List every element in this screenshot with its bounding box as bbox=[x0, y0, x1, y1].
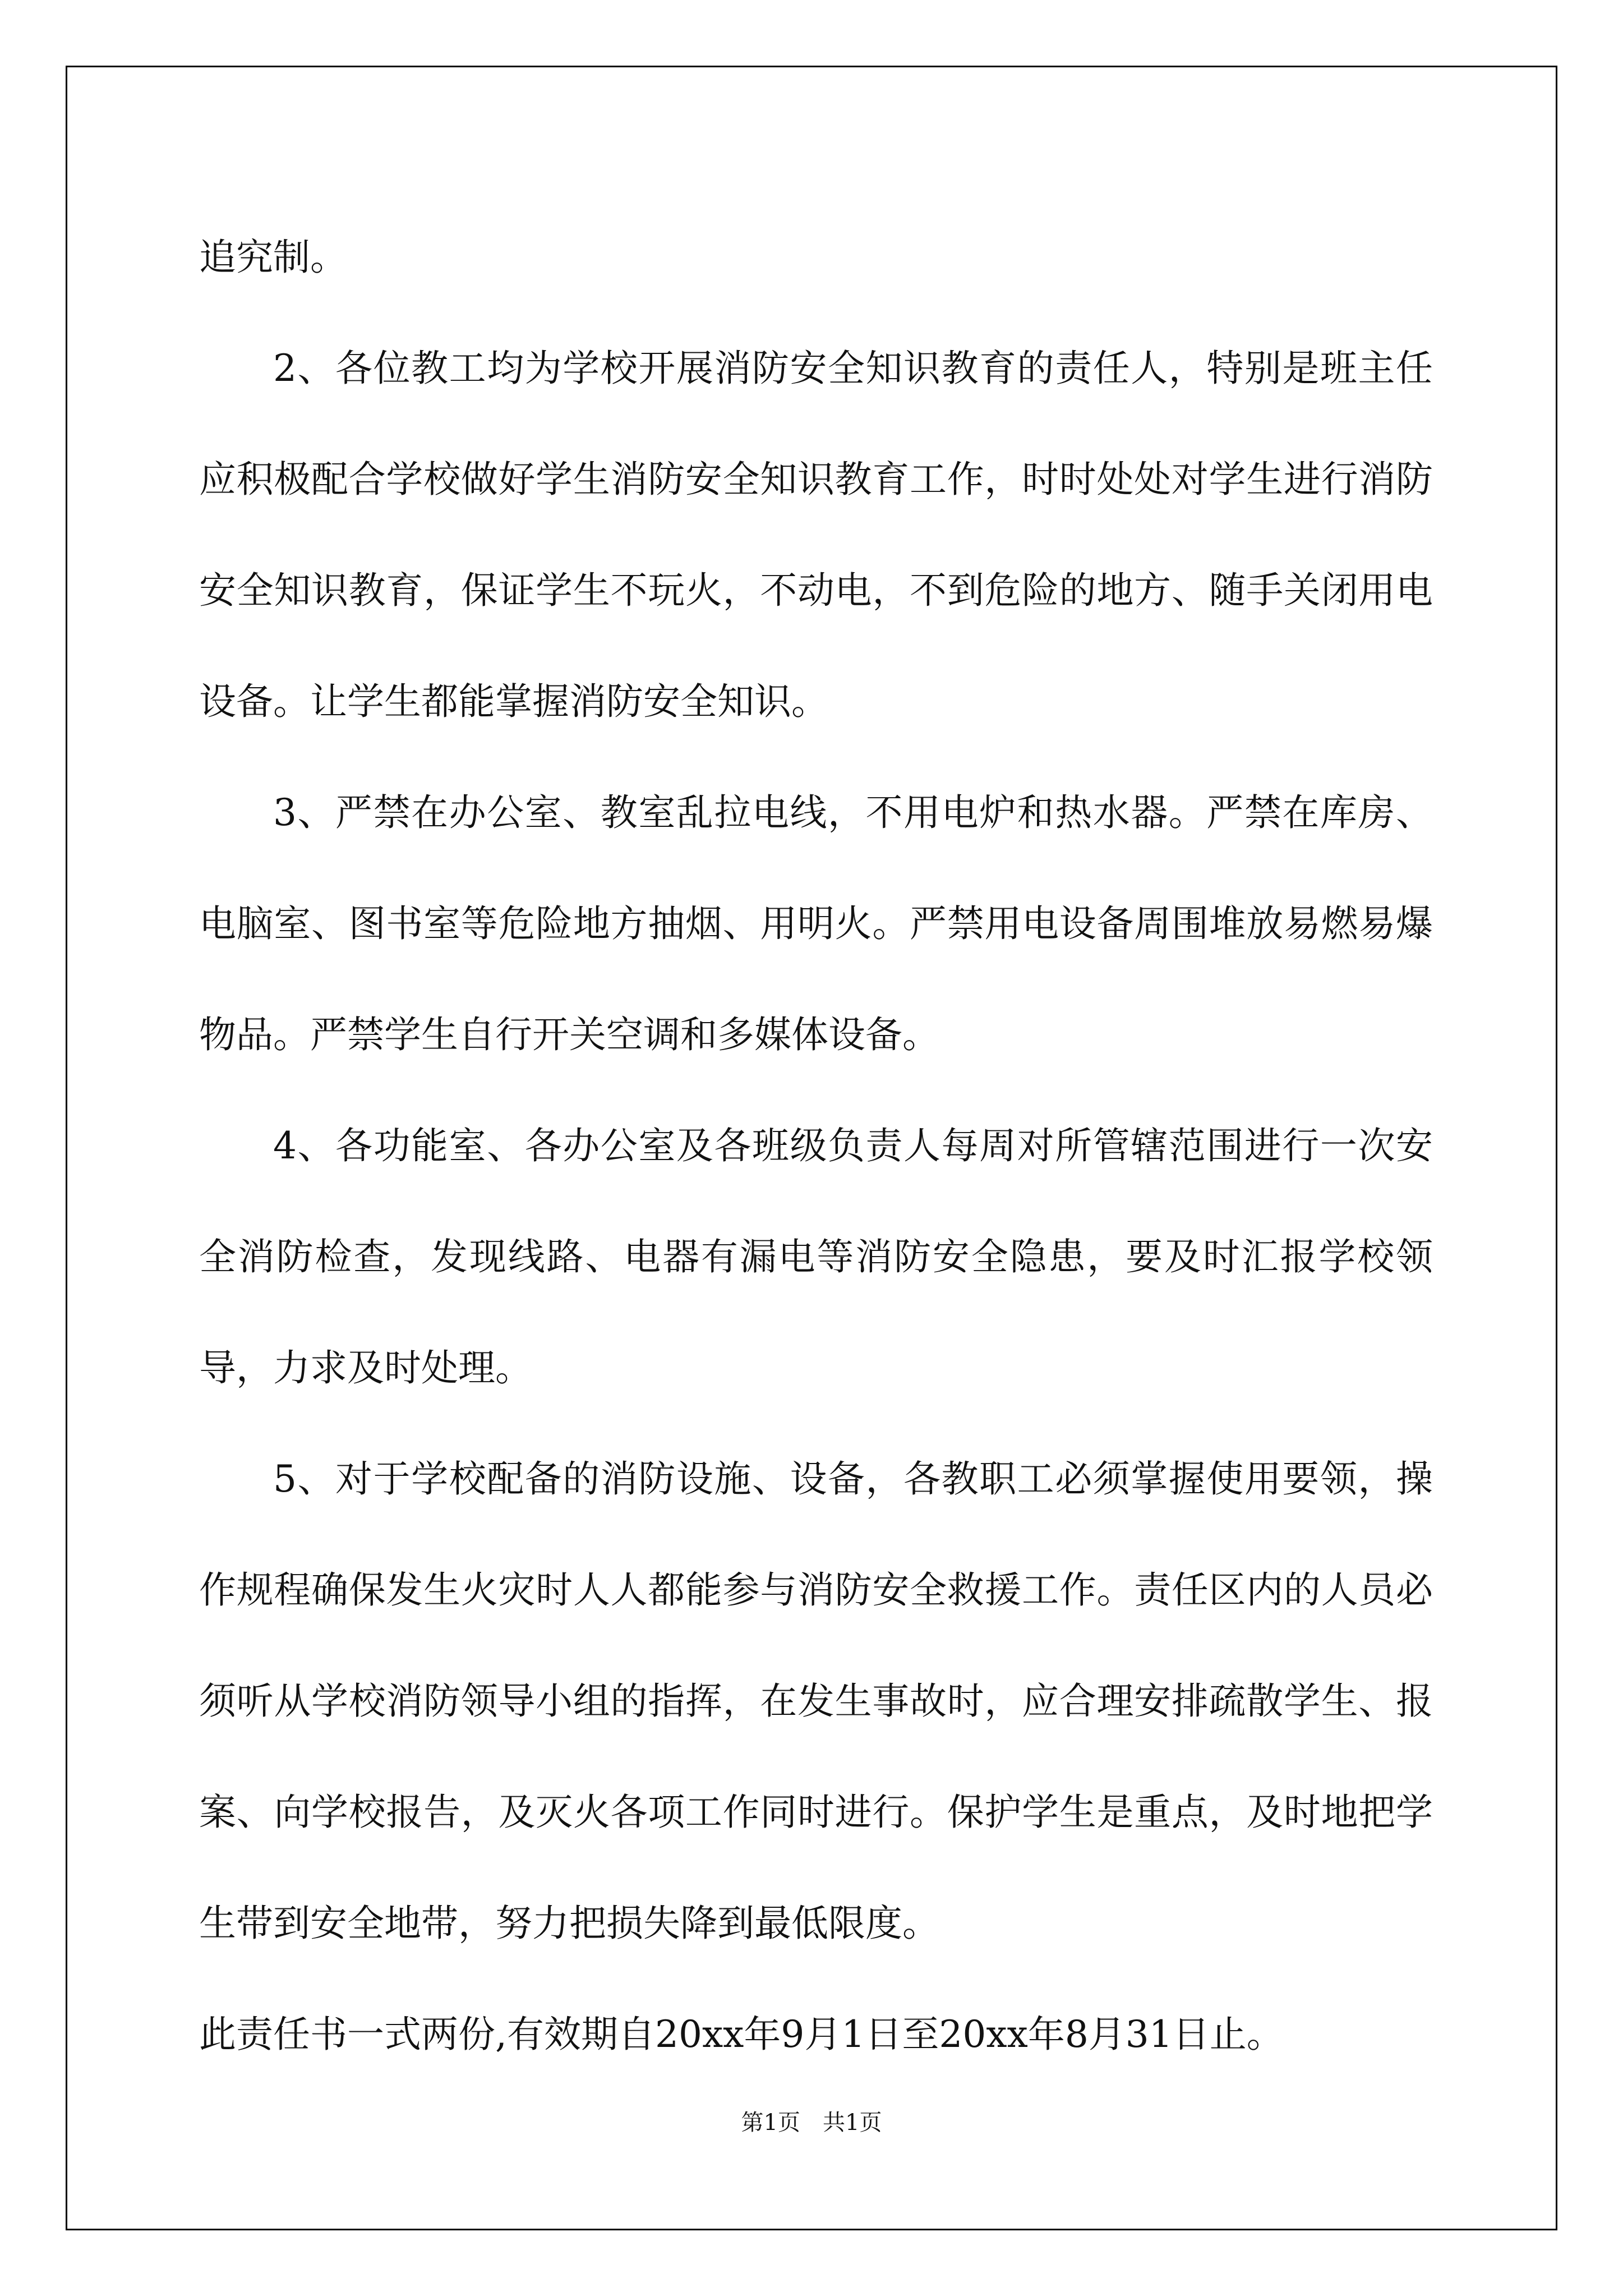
paragraph-continuation: 追究制。 bbox=[199, 236, 347, 279]
paragraph-item-2: 2、各位教工均为学校开展消防安全知识教育的责任人，特别是班主任应积极配合学校做好学生消防安全知识教育工作，时时处处对学生进行消防安全知识教育，保证学生不玩火，不动电，不到危险的地方、随手关闭用电设备。让学生都能掌握消防安全知识。 bbox=[199, 347, 1433, 723]
document-body bbox=[199, 202, 1433, 2090]
paragraph-item-4: 4、各功能室、各办公室及各班级负责人每周对所管辖范围进行一次安全消防检查，发现线路、电器有漏电等消防安全隐患，要及时汇报学校领导，力求及时处理。 bbox=[199, 1124, 1433, 1389]
page-number: 第1页 共1页 bbox=[741, 2110, 882, 2136]
paragraph-item-3: 3、严禁在办公室、教室乱拉电线，不用电炉和热水器。严禁在库房、电脑室、图书室等危险地方抽烟、用明火。严禁用电设备周围堆放易燃易爆物品。严禁学生自行开关空调和多媒体设备。 bbox=[199, 791, 1433, 1056]
paragraph-item-5: 5、对于学校配备的消防设施、设备，各教职工必须掌握使用要领，操作规程确保发生火灾时人人都能参与消防安全救援工作。责任区内的人员必须听从学校消防领导小组的指挥，在发生事故时，应合理安排疏散学生、报案、向学校报告，及灭火各项工作同时进行。保护学生是重点，及时地把学生带到安全地带，努力把损失降到最低限度。 bbox=[199, 1457, 1433, 1945]
paragraph-validity: 此责任书一式两份,有效期自20xx年9月1日至20xx年8月31日止。 bbox=[199, 2013, 1284, 2056]
